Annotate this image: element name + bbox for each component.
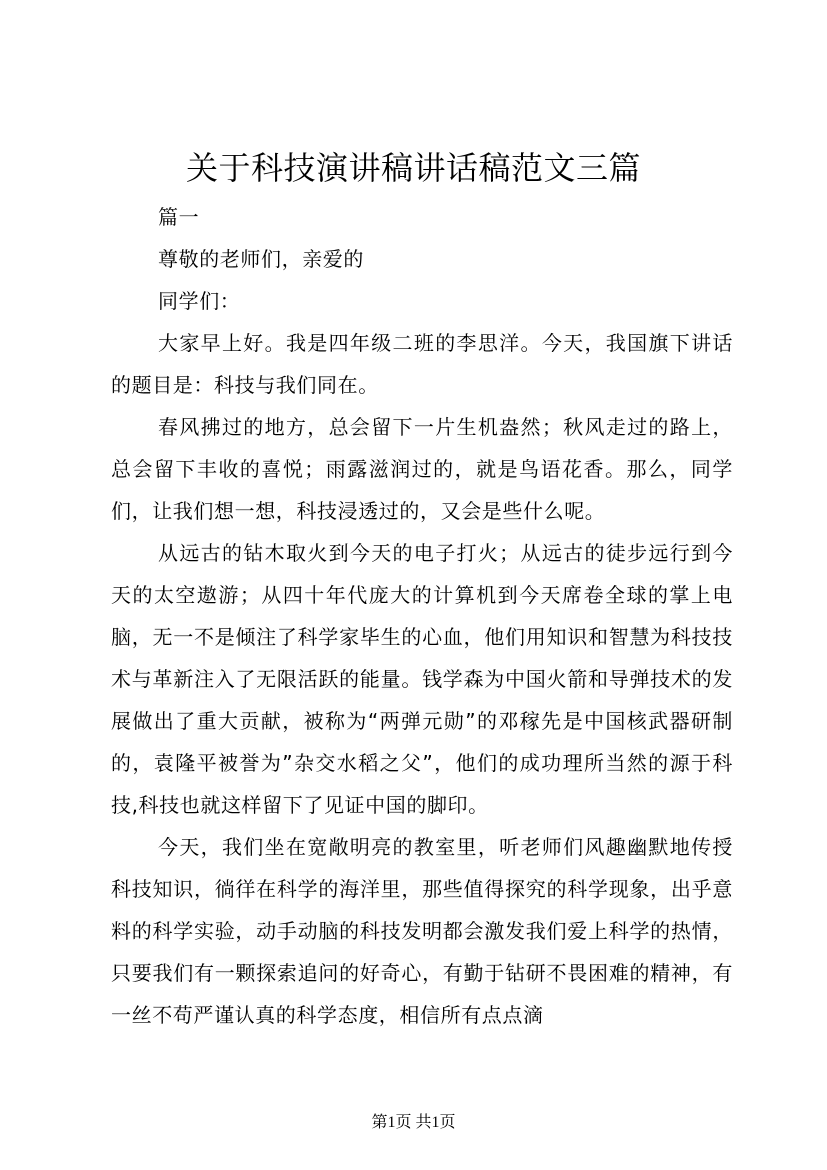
page-number: 第1页 共1页 — [371, 1114, 456, 1131]
paragraph-greeting: 大家早上好。我是四年级二班的李思洋。今天，我国旗下讲话的题目是：科技与我们同在。 — [111, 331, 733, 397]
paragraph-section-label: 篇一 — [158, 205, 200, 229]
paragraph-intro: 春风拂过的地方，总会留下一片生机盎然；秋风走过的路上，总会留下丰收的喜悦；雨露滋润过的，就是鸟语花香。那么，同学们，让我们想一想，科技浸透过的，又会是些什么呢。 — [111, 415, 733, 523]
paragraph-salutation: 尊敬的老师们，亲爱的 — [158, 247, 364, 271]
document-body — [111, 196, 733, 1036]
paragraph-history: 从远古的钻木取火到今天的电子打火；从远古的徒步远行到今天的太空遨游；从四十年代庞大的计算机到今天席卷全球的掌上电脑，无一不是倾注了科学家毕生的心血，他们用知识和智慧为科技技术与革新注入了无限活跃的能量。钱学森为中国火箭和导弹技术的发展做出了重大贡献，被称为“两弹元勋”的邓稼先是中国核武器研制的，袁隆平被誉为”杂交水稻之父”，他们的成功理所当然的源于科技,科技也就这样留下了见证中国的脚印。 — [111, 541, 733, 817]
page-footer — [0, 1112, 827, 1134]
paragraph-salutation-continued: 同学们： — [158, 289, 241, 313]
document-title: 关于科技演讲稿讲话稿范文三篇 — [185, 149, 641, 187]
paragraph-classroom: 今天，我们坐在宽敞明亮的教室里，听老师们风趣幽默地传授科技知识，徜徉在科学的海洋里，那些值得探究的科学现象，出乎意料的科学实验，动手动脑的科技发明都会激发我们爱上科学的热情，只要我们有一颗探索追问的好奇心，有勤于钻研不畏困难的精神，有一丝不苟严谨认真的科学态度，相信所有点点滴 — [111, 835, 733, 1027]
